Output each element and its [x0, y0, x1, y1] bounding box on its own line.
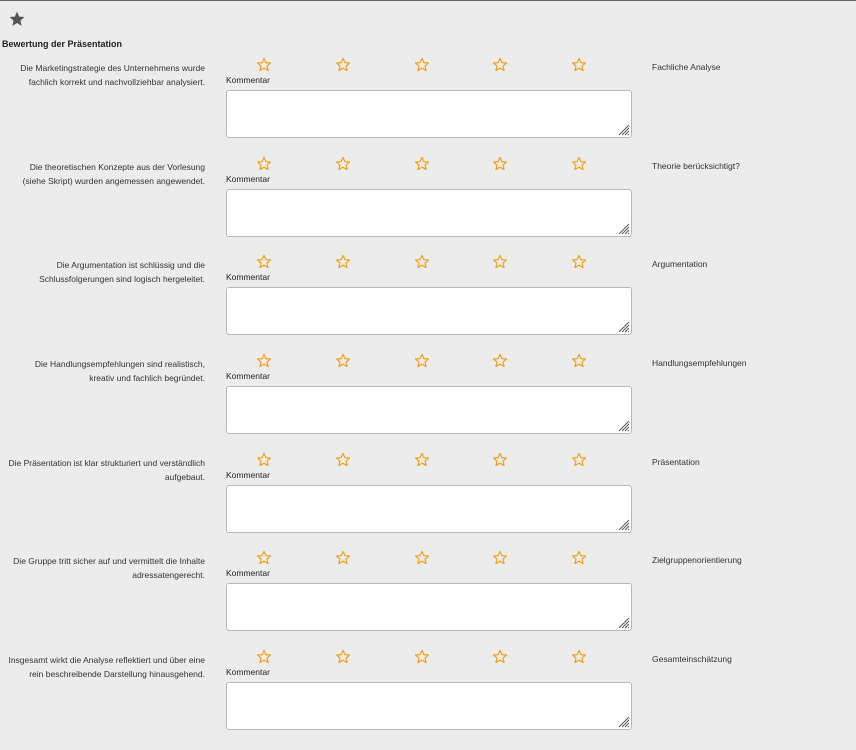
star-outline-icon[interactable] [491, 451, 509, 469]
star-rating [255, 253, 595, 271]
star-outline-icon[interactable] [334, 56, 352, 74]
top-divider [0, 0, 856, 1]
star-outline-icon[interactable] [570, 56, 588, 74]
criterion-tag: Gesamteinschätzung [652, 654, 732, 664]
criterion-row [0, 654, 856, 750]
criterion-row [0, 457, 856, 553]
star-outline-icon[interactable] [570, 549, 588, 567]
star-rating [255, 451, 595, 469]
comment-textarea[interactable] [226, 189, 632, 237]
star-outline-icon[interactable] [570, 253, 588, 271]
star-outline-icon[interactable] [491, 549, 509, 567]
comment-textarea[interactable] [226, 583, 632, 631]
criterion-description: Die theoretischen Konzepte aus der Vorlesung (siehe Skript) wurden angemessen angewendet. [22, 162, 205, 186]
star-outline-icon[interactable] [491, 352, 509, 370]
criterion-row [0, 62, 856, 158]
criterion-row [0, 555, 856, 651]
star-outline-icon[interactable] [334, 549, 352, 567]
star-outline-icon[interactable] [491, 253, 509, 271]
criterion-tag: Theorie berücksichtigt? [652, 161, 740, 171]
star-rating [255, 352, 595, 370]
criterion-tag: Fachliche Analyse [652, 62, 721, 72]
criterion-tag: Zielgruppenorientierung [652, 555, 742, 565]
star-rating [255, 155, 595, 173]
resize-grip-icon[interactable] [617, 222, 630, 235]
criterion-description: Die Argumentation ist schlüssig und die Schlussfolgerungen sind logisch hergeleitet. [39, 260, 205, 284]
star-outline-icon[interactable] [413, 451, 431, 469]
star-outline-icon[interactable] [570, 648, 588, 666]
star-outline-icon[interactable] [255, 155, 273, 173]
star-outline-icon[interactable] [570, 352, 588, 370]
star-outline-icon[interactable] [491, 155, 509, 173]
criterion-tag: Handlungsempfehlungen [652, 358, 747, 368]
star-outline-icon[interactable] [334, 648, 352, 666]
resize-grip-icon[interactable] [617, 123, 630, 136]
star-outline-icon[interactable] [413, 155, 431, 173]
star-icon [8, 10, 26, 28]
star-outline-icon[interactable] [570, 451, 588, 469]
star-outline-icon[interactable] [334, 451, 352, 469]
resize-grip-icon[interactable] [617, 518, 630, 531]
star-outline-icon[interactable] [334, 253, 352, 271]
comment-label: Kommentar [226, 568, 270, 578]
star-outline-icon[interactable] [491, 648, 509, 666]
star-rating [255, 648, 595, 666]
star-outline-icon[interactable] [255, 56, 273, 74]
criterion-description: Insgesamt wirkt die Analyse reflektiert und über eine rein beschreibende Darstellung hinausgehend. [8, 655, 205, 679]
star-outline-icon[interactable] [334, 352, 352, 370]
star-outline-icon[interactable] [413, 352, 431, 370]
comment-label: Kommentar [226, 667, 270, 677]
resize-grip-icon[interactable] [617, 419, 630, 432]
star-rating [255, 56, 595, 74]
comment-textarea[interactable] [226, 682, 632, 730]
criterion-row [0, 358, 856, 454]
star-outline-icon[interactable] [255, 253, 273, 271]
star-outline-icon[interactable] [255, 352, 273, 370]
criterion-description: Die Gruppe tritt sicher auf und vermittelt die Inhalte adressatengerecht. [13, 556, 205, 580]
criterion-row [0, 259, 856, 355]
resize-grip-icon[interactable] [617, 616, 630, 629]
criterion-tag: Präsentation [652, 457, 700, 467]
star-rating [255, 549, 595, 567]
criterion-tag: Argumentation [652, 259, 708, 269]
section-title: Bewertung der Präsentation [2, 39, 123, 49]
comment-textarea[interactable] [226, 485, 632, 533]
criterion-row [0, 161, 856, 257]
star-outline-icon[interactable] [491, 56, 509, 74]
criterion-description: Die Präsentation ist klar strukturiert und verständlich aufgebaut. [8, 458, 205, 482]
comment-label: Kommentar [226, 470, 270, 480]
star-outline-icon[interactable] [255, 549, 273, 567]
comment-label: Kommentar [226, 75, 270, 85]
star-outline-icon[interactable] [413, 648, 431, 666]
resize-grip-icon[interactable] [617, 715, 630, 728]
criterion-description: Die Marketingstrategie des Unternehmens wurde fachlich korrekt und nachvollziehbar analysiert. [20, 63, 205, 87]
star-outline-icon[interactable] [570, 155, 588, 173]
comment-textarea[interactable] [226, 90, 632, 138]
star-outline-icon[interactable] [413, 56, 431, 74]
comment-textarea[interactable] [226, 386, 632, 434]
criterion-description: Die Handlungsempfehlungen sind realistisch, kreativ und fachlich begründet. [34, 359, 205, 383]
star-outline-icon[interactable] [413, 549, 431, 567]
comment-label: Kommentar [226, 272, 270, 282]
star-outline-icon[interactable] [255, 648, 273, 666]
star-outline-icon[interactable] [334, 155, 352, 173]
star-outline-icon[interactable] [413, 253, 431, 271]
comment-label: Kommentar [226, 174, 270, 184]
comment-textarea[interactable] [226, 287, 632, 335]
star-outline-icon[interactable] [255, 451, 273, 469]
resize-grip-icon[interactable] [617, 320, 630, 333]
comment-label: Kommentar [226, 371, 270, 381]
